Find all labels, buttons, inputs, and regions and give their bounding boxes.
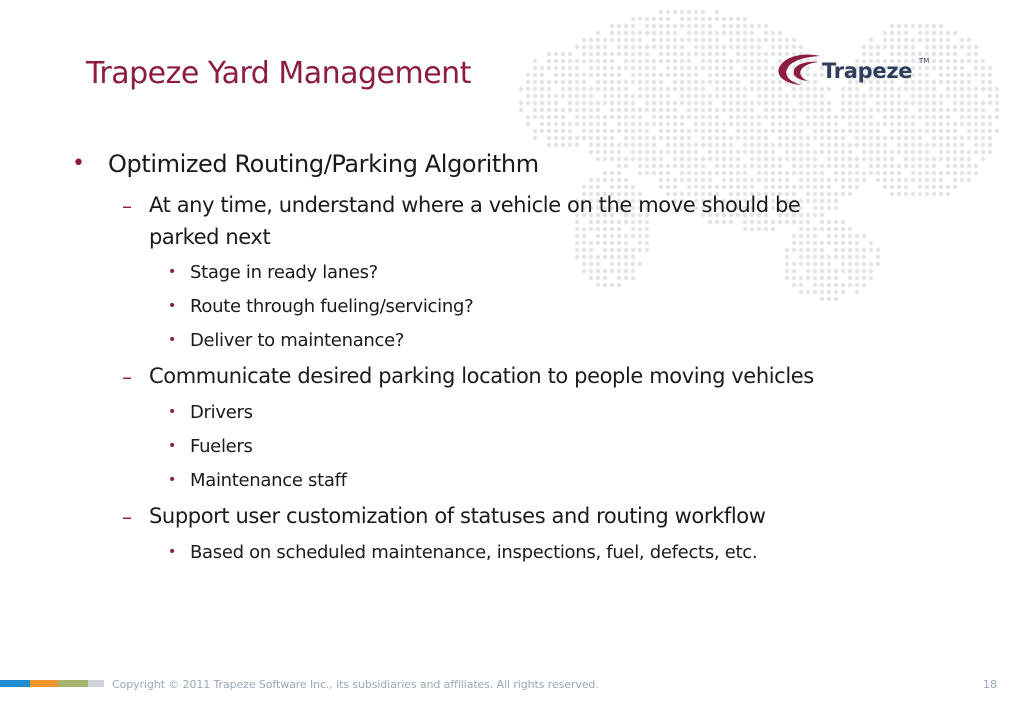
section2-item: Maintenance staff xyxy=(190,470,347,491)
dot-bullet-icon: • xyxy=(168,298,177,314)
section2-item: Drivers xyxy=(190,402,253,423)
dot-bullet-icon: • xyxy=(168,472,177,488)
dash-bullet-icon: – xyxy=(122,194,132,218)
section3-item: Based on scheduled maintenance, inspections, fuel, defects, etc. xyxy=(190,542,758,563)
dot-bullet-icon: • xyxy=(168,438,177,454)
page-number: 18 xyxy=(983,678,997,691)
slide-title: Trapeze Yard Management xyxy=(86,56,471,91)
section1-item: Route through fueling/servicing? xyxy=(190,296,474,317)
footer-bar-blue xyxy=(0,680,30,687)
logo-text: Trapeze xyxy=(822,59,913,83)
copyright-text: Copyright © 2011 Trapeze Software Inc., its subsidiaries and affiliates. All rights reserved. xyxy=(112,678,599,691)
section3-text: Support user customization of statuses and routing workflow xyxy=(149,504,766,528)
section2-item: Fuelers xyxy=(190,436,253,457)
logo-trademark: TM xyxy=(919,57,930,65)
dot-bullet-icon: • xyxy=(168,264,177,280)
level1-bullet-icon: • xyxy=(72,151,85,176)
section2-text: Communicate desired parking location to people moving vehicles xyxy=(149,364,814,388)
dash-bullet-icon: – xyxy=(122,365,132,389)
dash-bullet-icon: – xyxy=(122,505,132,529)
section1-text-line2: parked next xyxy=(149,225,271,249)
footer-bar-gray xyxy=(88,680,104,687)
footer-bar-orange xyxy=(30,680,58,687)
main-bullet-text: Optimized Routing/Parking Algorithm xyxy=(108,150,539,178)
section1-item: Deliver to maintenance? xyxy=(190,330,405,351)
dot-bullet-icon: • xyxy=(168,544,177,560)
footer-bar-green xyxy=(58,680,88,687)
dot-bullet-icon: • xyxy=(168,404,177,420)
dot-bullet-icon: • xyxy=(168,332,177,348)
section1-text-line1: At any time, understand where a vehicle on the move should be xyxy=(149,193,801,217)
section1-item: Stage in ready lanes? xyxy=(190,262,378,283)
